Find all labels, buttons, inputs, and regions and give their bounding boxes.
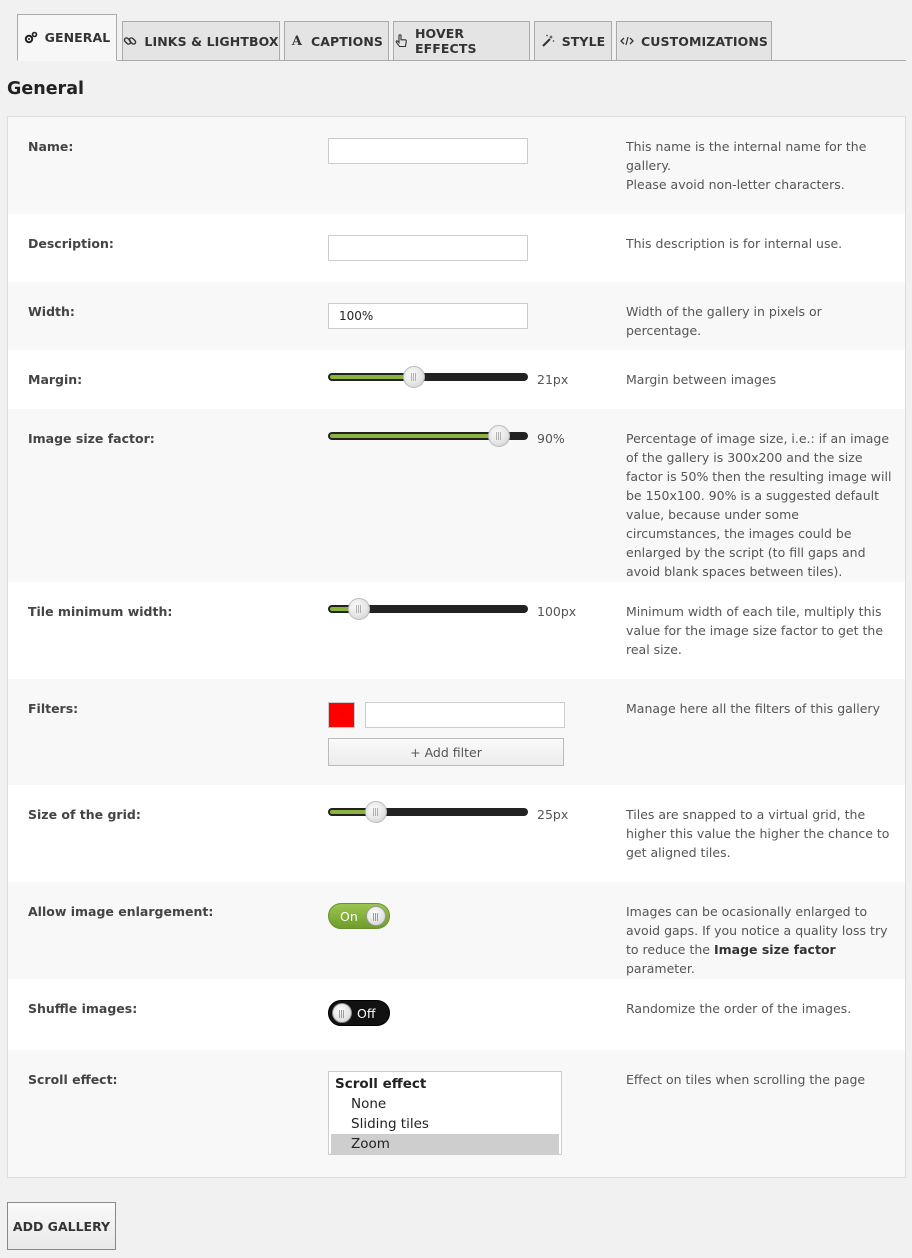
code-icon	[620, 34, 634, 48]
scroll-effect-select[interactable]	[328, 1071, 562, 1155]
settings-panel	[7, 116, 906, 1178]
slider-handle[interactable]	[348, 598, 370, 620]
help-text: Tiles are snapped to a virtual grid, the higher this value the higher the chance to get aligned tiles.	[626, 807, 890, 860]
setting-row-width	[8, 282, 905, 350]
field-label: Scroll effect:	[28, 1072, 118, 1087]
field-label: Shuffle images:	[28, 1001, 138, 1016]
name-input[interactable]	[328, 138, 528, 164]
cogs-icon	[24, 31, 38, 45]
tab-captions[interactable]	[284, 21, 389, 61]
add-gallery-button[interactable]: ADD GALLERY	[7, 1202, 116, 1250]
grid-size-slider[interactable]	[328, 808, 528, 816]
slider-value: 100px	[537, 604, 577, 619]
help-text-part: Images can be ocasionally enlarged to avoid gaps. If you notice a quality loss try to reduce the	[626, 904, 888, 957]
slider-handle[interactable]	[403, 366, 425, 388]
font-icon: A	[291, 33, 303, 49]
width-input[interactable]: 100%	[328, 303, 528, 329]
tab-label: STYLE	[561, 33, 606, 49]
slider-value: 25px	[537, 807, 569, 822]
setting-row-tile-min-width	[8, 582, 905, 679]
field-label: Name:	[28, 139, 74, 154]
tab-general[interactable]	[17, 14, 117, 61]
field-label: Image size factor:	[28, 431, 155, 446]
setting-row-image-size-factor	[8, 409, 905, 582]
description-input[interactable]	[328, 235, 528, 261]
setting-row-filters	[8, 679, 905, 785]
setting-row-name	[8, 117, 905, 214]
tab-label: GENERAL	[44, 30, 111, 45]
option-zoom[interactable]: Zoom	[331, 1134, 559, 1154]
help-line: This name is the internal name for the gallery.	[626, 139, 867, 173]
help-text: Randomize the order of the images.	[626, 1001, 852, 1016]
tab-label: HOVER EFFECTS	[415, 26, 477, 56]
slider-handle[interactable]	[488, 425, 510, 447]
help-line: Please avoid non-letter characters.	[626, 177, 845, 192]
help-text-part: parameter.	[626, 961, 695, 976]
shuffle-toggle[interactable]	[328, 1000, 390, 1026]
field-label: Filters:	[28, 701, 79, 716]
help-text: This description is for internal use.	[626, 236, 843, 251]
setting-row-grid-size	[8, 785, 905, 882]
field-label: Tile minimum width:	[28, 604, 173, 619]
option-sliding-tiles[interactable]: Sliding tiles	[351, 1116, 429, 1132]
tile-min-width-slider[interactable]	[328, 605, 528, 613]
tab-hover-effects[interactable]	[393, 21, 530, 61]
field-label: Allow image enlargement:	[28, 904, 214, 919]
help-text	[626, 137, 896, 194]
help-text: Effect on tiles when scrolling the page	[626, 1072, 866, 1087]
field-label: Size of the grid:	[28, 807, 141, 822]
tab-label: CAPTIONS	[310, 33, 384, 49]
toggle-knob	[366, 906, 386, 926]
page-title: General	[7, 79, 84, 99]
slider-value: 21px	[537, 372, 569, 387]
slider-fill	[330, 434, 499, 438]
tab-customizations[interactable]	[616, 21, 772, 61]
slider-handle[interactable]	[365, 801, 387, 823]
setting-row-scroll-effect	[8, 1050, 905, 1177]
setting-row-allow-enlargement	[8, 882, 905, 979]
pointer-hand-icon	[394, 34, 408, 48]
slider-value: 90%	[537, 431, 565, 446]
magic-wand-icon	[541, 34, 555, 48]
toggle-state-label: On	[340, 909, 358, 924]
optgroup-label: Scroll effect	[335, 1076, 427, 1092]
help-text	[626, 902, 896, 978]
help-text: Minimum width of each tile, multiply this value for the image size factor to get the real size.	[626, 604, 884, 657]
image-size-factor-slider[interactable]	[328, 432, 528, 440]
tab-bar	[17, 14, 906, 61]
field-label: Margin:	[28, 372, 83, 387]
field-label: Description:	[28, 236, 114, 251]
tab-style[interactable]	[534, 21, 612, 61]
margin-slider[interactable]	[328, 373, 528, 381]
add-filter-button[interactable]: + Add filter	[328, 738, 564, 766]
setting-row-margin	[8, 350, 905, 409]
link-icon	[123, 34, 137, 48]
tab-links-lightbox[interactable]	[122, 21, 280, 61]
option-none[interactable]: None	[351, 1096, 387, 1112]
toggle-knob	[332, 1003, 352, 1023]
filter-color-swatch[interactable]: ×	[328, 702, 355, 728]
help-text-bold: Image size factor	[713, 942, 836, 957]
enlargement-toggle[interactable]	[328, 903, 390, 929]
help-text: Margin between images	[626, 372, 777, 387]
help-text: Manage here all the filters of this gallery	[626, 701, 880, 716]
filter-name-input[interactable]	[365, 702, 565, 728]
tab-label: CUSTOMIZATIONS	[640, 33, 768, 49]
slider-fill	[330, 375, 414, 379]
help-text: Percentage of image size, i.e.: if an image of the gallery is 300x200 and the size factor is 50% then the resulting image will be 150x100. 90% is a suggested default value, because under some circumstances, the images could be enlarged by the script (to fill gaps and avoid blank spaces between tiles).	[626, 431, 892, 579]
help-text: Width of the gallery in pixels or percentage.	[626, 304, 822, 338]
toggle-state-label: Off	[357, 1006, 376, 1021]
setting-row-description	[8, 214, 905, 282]
setting-row-shuffle	[8, 979, 905, 1050]
field-label: Width:	[28, 304, 75, 319]
tab-label: LINKS & LIGHTBOX	[144, 33, 279, 49]
